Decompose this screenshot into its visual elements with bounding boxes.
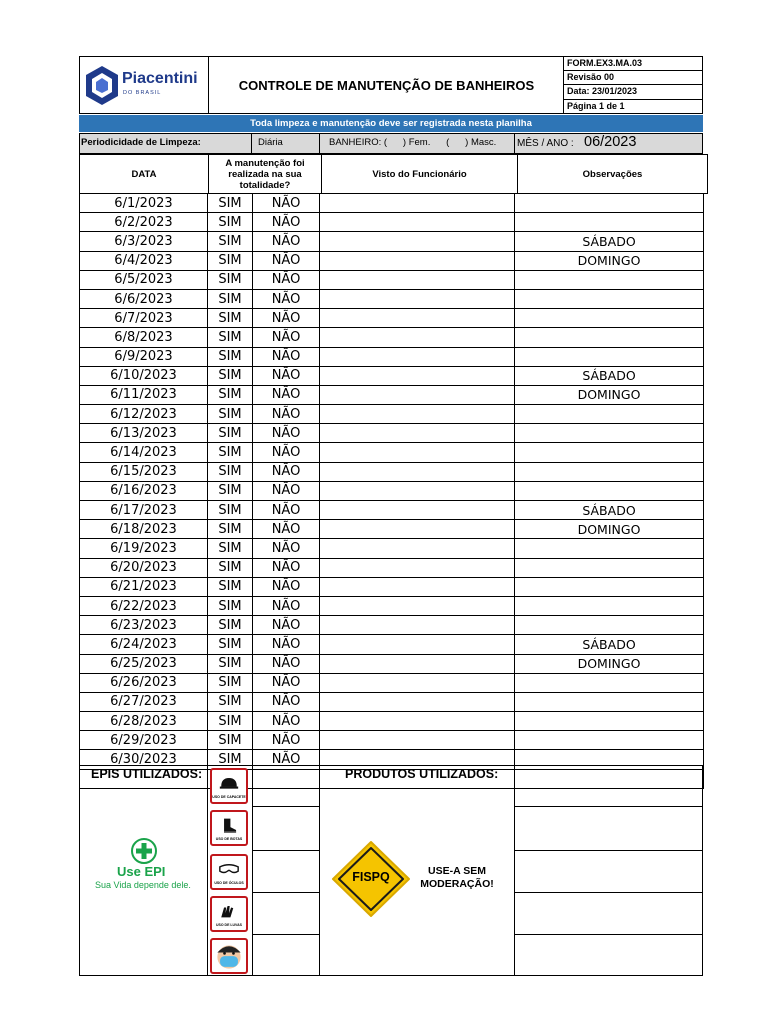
row-sim[interactable]: SIM xyxy=(208,712,253,731)
table-row xyxy=(80,692,704,711)
row-date: 6/1/2023 xyxy=(80,194,208,213)
green-cross-icon xyxy=(131,838,157,864)
row-nao[interactable]: NÃO xyxy=(253,481,320,500)
row-date: 6/28/2023 xyxy=(80,712,208,731)
row-sim[interactable]: SIM xyxy=(208,232,253,251)
fispq-sign xyxy=(331,840,411,918)
table-row xyxy=(80,616,704,635)
form-code: FORM.EX3.MA.03 xyxy=(563,56,703,71)
row-obs xyxy=(515,347,704,366)
row-obs: DOMINGO xyxy=(515,520,704,539)
mask-icon xyxy=(210,938,248,974)
form-meta xyxy=(563,56,703,114)
row-signature[interactable] xyxy=(320,673,515,692)
row-obs xyxy=(515,270,704,289)
row-obs xyxy=(515,289,704,308)
row-obs xyxy=(515,194,704,213)
row-date: 6/3/2023 xyxy=(80,232,208,251)
table-row xyxy=(80,309,704,328)
row-signature[interactable] xyxy=(320,596,515,615)
form-revision: Revisão 00 xyxy=(563,71,703,86)
col-date: DATA xyxy=(80,155,209,194)
month-label: MÊS / ANO : xyxy=(517,138,574,149)
row-sim[interactable]: SIM xyxy=(208,289,253,308)
boots-icon xyxy=(210,810,248,846)
row-nao[interactable]: NÃO xyxy=(253,462,320,481)
logo-name: Piacentini xyxy=(122,70,198,87)
row-nao[interactable]: NÃO xyxy=(253,424,320,443)
bathroom-divider xyxy=(319,133,320,154)
row-signature[interactable] xyxy=(320,616,515,635)
row-sim[interactable]: SIM xyxy=(208,501,253,520)
row-date: 6/26/2023 xyxy=(80,673,208,692)
row-sim[interactable]: SIM xyxy=(208,616,253,635)
page-title: CONTROLE DE MANUTENÇÃO DE BANHEIROS xyxy=(238,77,535,93)
goggles-icon xyxy=(210,854,248,890)
helmet-icon xyxy=(210,768,248,804)
row-sim[interactable]: SIM xyxy=(208,481,253,500)
table-row xyxy=(80,270,704,289)
row-signature[interactable] xyxy=(320,481,515,500)
row-obs xyxy=(515,424,704,443)
row-sim[interactable]: SIM xyxy=(208,213,253,232)
periodicity-value: Diária xyxy=(258,137,283,148)
row-sim[interactable]: SIM xyxy=(208,385,253,404)
table-row xyxy=(80,213,704,232)
row-obs xyxy=(515,309,704,328)
row-date: 6/4/2023 xyxy=(80,251,208,270)
row-sim[interactable]: SIM xyxy=(208,539,253,558)
row-nao[interactable]: NÃO xyxy=(253,750,320,769)
row-signature[interactable] xyxy=(320,654,515,673)
row-date: 6/7/2023 xyxy=(80,309,208,328)
row-nao[interactable]: NÃO xyxy=(253,731,320,750)
row-nao[interactable]: NÃO xyxy=(253,232,320,251)
row-signature[interactable] xyxy=(320,309,515,328)
row-nao[interactable]: NÃO xyxy=(253,616,320,635)
row-sim[interactable]: SIM xyxy=(208,405,253,424)
row-obs xyxy=(515,712,704,731)
row-sim[interactable]: SIM xyxy=(208,577,253,596)
row-sim[interactable]: SIM xyxy=(208,558,253,577)
row-signature[interactable] xyxy=(320,501,515,520)
table-row xyxy=(80,673,704,692)
row-nao[interactable]: NÃO xyxy=(253,213,320,232)
row-nao[interactable]: NÃO xyxy=(253,385,320,404)
logo-title-divider xyxy=(208,56,209,114)
table-row xyxy=(80,462,704,481)
col-maintenance: A manutenção foi realizada na sua totalidade? xyxy=(209,155,322,194)
row-signature[interactable] xyxy=(320,712,515,731)
row-sim[interactable]: SIM xyxy=(208,347,253,366)
row-nao[interactable]: NÃO xyxy=(253,558,320,577)
row-sim[interactable]: SIM xyxy=(208,520,253,539)
row-nao[interactable]: NÃO xyxy=(253,501,320,520)
row-nao[interactable]: NÃO xyxy=(253,577,320,596)
row-date: 6/8/2023 xyxy=(80,328,208,347)
row-nao[interactable]: NÃO xyxy=(253,673,320,692)
row-nao[interactable]: NÃO xyxy=(253,596,320,615)
row-obs xyxy=(515,616,704,635)
row-date: 6/11/2023 xyxy=(80,385,208,404)
row-signature[interactable] xyxy=(320,251,515,270)
row-obs xyxy=(515,405,704,424)
row-date: 6/22/2023 xyxy=(80,596,208,615)
row-nao[interactable]: NÃO xyxy=(253,443,320,462)
table-row xyxy=(80,289,704,308)
table-row xyxy=(80,520,704,539)
row-sim[interactable]: SIM xyxy=(208,692,253,711)
row-date: 6/27/2023 xyxy=(80,692,208,711)
row-date: 6/29/2023 xyxy=(80,731,208,750)
row-date: 6/12/2023 xyxy=(80,405,208,424)
row-nao[interactable]: NÃO xyxy=(253,289,320,308)
row-nao[interactable]: NÃO xyxy=(253,366,320,385)
row-sim[interactable]: SIM xyxy=(208,328,253,347)
epi-caption: USO DE ÓCULOS xyxy=(214,881,244,885)
row-nao[interactable]: NÃO xyxy=(253,692,320,711)
row-sim[interactable]: SIM xyxy=(208,194,253,213)
row-obs xyxy=(515,213,704,232)
logo xyxy=(84,62,204,108)
use-epi-tagline: Sua Vida depende dele. xyxy=(95,880,191,890)
row-date: 6/23/2023 xyxy=(80,616,208,635)
row-obs: SÁBADO xyxy=(515,635,704,654)
row-signature[interactable] xyxy=(320,194,515,213)
epi-caption: USO DE CAPACETE xyxy=(212,795,246,799)
form-date: Data: 23/01/2023 xyxy=(563,85,703,100)
row-obs xyxy=(515,692,704,711)
row-obs xyxy=(515,462,704,481)
row-nao[interactable]: NÃO xyxy=(253,712,320,731)
epi-divider xyxy=(207,765,208,976)
table-row xyxy=(80,558,704,577)
row-sim[interactable]: SIM xyxy=(208,251,253,270)
table-row xyxy=(80,194,704,213)
epi-caption: USO DE LUVAS xyxy=(216,923,242,927)
epis-label: EPIS UTILIZADOS: xyxy=(91,767,203,781)
row-signature[interactable] xyxy=(320,289,515,308)
row-signature[interactable] xyxy=(320,443,515,462)
row-signature[interactable] xyxy=(320,635,515,654)
row-nao[interactable]: NÃO xyxy=(253,405,320,424)
row-obs: SÁBADO xyxy=(515,366,704,385)
bathroom-field: BANHEIRO: ( ) Fem. ( ) Masc. xyxy=(329,137,497,148)
row-signature[interactable] xyxy=(320,385,515,404)
maintenance-table xyxy=(79,193,704,789)
row-obs xyxy=(515,558,704,577)
row-date: 6/19/2023 xyxy=(80,539,208,558)
row-nao[interactable]: NÃO xyxy=(253,194,320,213)
fispq-text: FISPQ xyxy=(352,870,390,884)
row-nao[interactable]: NÃO xyxy=(253,270,320,289)
row-obs xyxy=(515,673,704,692)
row-date: 6/18/2023 xyxy=(80,520,208,539)
row-signature[interactable] xyxy=(320,731,515,750)
row-obs: DOMINGO xyxy=(515,251,704,270)
row-obs xyxy=(515,328,704,347)
row-obs xyxy=(515,539,704,558)
row-nao[interactable]: NÃO xyxy=(253,635,320,654)
products-divider xyxy=(319,765,320,976)
row-obs xyxy=(515,731,704,750)
month-divider xyxy=(514,133,515,154)
periodicity-divider xyxy=(251,133,252,154)
periodicity-label: Periodicidade de Limpeza: xyxy=(81,137,201,148)
bottom-grid-lines xyxy=(252,765,319,976)
products-note: USE-A SEM MODERAÇÃO! xyxy=(420,865,494,890)
table-row xyxy=(80,635,704,654)
row-signature[interactable] xyxy=(320,520,515,539)
table-row xyxy=(80,347,704,366)
row-obs: SÁBADO xyxy=(515,501,704,520)
row-date: 6/17/2023 xyxy=(80,501,208,520)
row-signature[interactable] xyxy=(320,692,515,711)
row-nao[interactable]: NÃO xyxy=(253,520,320,539)
col-notes: Observações xyxy=(518,155,708,194)
bottom-notes-lines xyxy=(514,765,703,976)
col-signature: Visto do Funcionário xyxy=(322,155,518,194)
row-nao[interactable]: NÃO xyxy=(253,654,320,673)
row-date: 6/5/2023 xyxy=(80,270,208,289)
month-value: 06/2023 xyxy=(584,134,637,150)
row-signature[interactable] xyxy=(320,232,515,251)
row-nao[interactable]: NÃO xyxy=(253,251,320,270)
table-row xyxy=(80,443,704,462)
row-signature[interactable] xyxy=(320,328,515,347)
row-signature[interactable] xyxy=(320,424,515,443)
table-row xyxy=(80,539,704,558)
row-sim[interactable]: SIM xyxy=(208,424,253,443)
row-signature[interactable] xyxy=(320,366,515,385)
row-date: 6/15/2023 xyxy=(80,462,208,481)
row-nao[interactable]: NÃO xyxy=(253,539,320,558)
table-row xyxy=(80,577,704,596)
table-row xyxy=(80,366,704,385)
table-row xyxy=(80,731,704,750)
row-obs xyxy=(515,443,704,462)
row-signature[interactable] xyxy=(320,558,515,577)
row-date: 6/24/2023 xyxy=(80,635,208,654)
row-sim[interactable]: SIM xyxy=(208,596,253,615)
banner: Toda limpeza e manutenção deve ser registrada nesta planilha xyxy=(79,115,703,132)
row-nao[interactable]: NÃO xyxy=(253,328,320,347)
table-row xyxy=(80,328,704,347)
row-date: 6/14/2023 xyxy=(80,443,208,462)
row-obs xyxy=(515,481,704,500)
row-date: 6/25/2023 xyxy=(80,654,208,673)
row-sim[interactable]: SIM xyxy=(208,731,253,750)
row-sim[interactable]: SIM xyxy=(208,673,253,692)
row-signature[interactable] xyxy=(320,539,515,558)
logo-hexagon-icon xyxy=(84,65,120,107)
table-row xyxy=(80,501,704,520)
use-epi-badge xyxy=(95,838,205,898)
row-sim[interactable]: SIM xyxy=(208,443,253,462)
row-nao[interactable]: NÃO xyxy=(253,309,320,328)
table-row xyxy=(80,654,704,673)
row-sim[interactable]: SIM xyxy=(208,366,253,385)
table-row xyxy=(80,424,704,443)
row-obs xyxy=(515,577,704,596)
row-date: 6/21/2023 xyxy=(80,577,208,596)
form-page: Página 1 de 1 xyxy=(563,100,703,115)
gloves-icon xyxy=(210,896,248,932)
table-row xyxy=(80,596,704,615)
row-signature[interactable] xyxy=(320,347,515,366)
table-row xyxy=(80,232,704,251)
row-date: 6/13/2023 xyxy=(80,424,208,443)
row-date: 6/30/2023 xyxy=(80,750,208,769)
table-row xyxy=(80,712,704,731)
epi-caption: USO DE BOTAS xyxy=(215,837,243,841)
row-signature[interactable] xyxy=(320,405,515,424)
row-signature[interactable] xyxy=(320,577,515,596)
row-obs xyxy=(515,596,704,615)
row-sim[interactable]: SIM xyxy=(208,309,253,328)
row-obs: DOMINGO xyxy=(515,654,704,673)
row-signature[interactable] xyxy=(320,270,515,289)
logo-sub: DO BRASIL xyxy=(123,90,162,96)
table-row xyxy=(80,251,704,270)
row-sim[interactable]: SIM xyxy=(208,635,253,654)
row-sim[interactable]: SIM xyxy=(208,750,253,769)
row-signature[interactable] xyxy=(320,462,515,481)
row-sim[interactable]: SIM xyxy=(208,270,253,289)
row-date: 6/16/2023 xyxy=(80,481,208,500)
table-row xyxy=(80,385,704,404)
row-obs: DOMINGO xyxy=(515,385,704,404)
row-nao[interactable]: NÃO xyxy=(253,347,320,366)
row-date: 6/2/2023 xyxy=(80,213,208,232)
row-signature[interactable] xyxy=(320,213,515,232)
table-row xyxy=(80,481,704,500)
use-epi-text: Use EPI xyxy=(117,864,166,879)
row-date: 6/9/2023 xyxy=(80,347,208,366)
row-sim[interactable]: SIM xyxy=(208,462,253,481)
row-obs: SÁBADO xyxy=(515,232,704,251)
row-date: 6/10/2023 xyxy=(80,366,208,385)
row-date: 6/6/2023 xyxy=(80,289,208,308)
column-header-row xyxy=(79,154,708,194)
table-row xyxy=(80,405,704,424)
products-label: PRODUTOS UTILIZADOS: xyxy=(345,767,499,781)
row-date: 6/20/2023 xyxy=(80,558,208,577)
row-sim[interactable]: SIM xyxy=(208,654,253,673)
